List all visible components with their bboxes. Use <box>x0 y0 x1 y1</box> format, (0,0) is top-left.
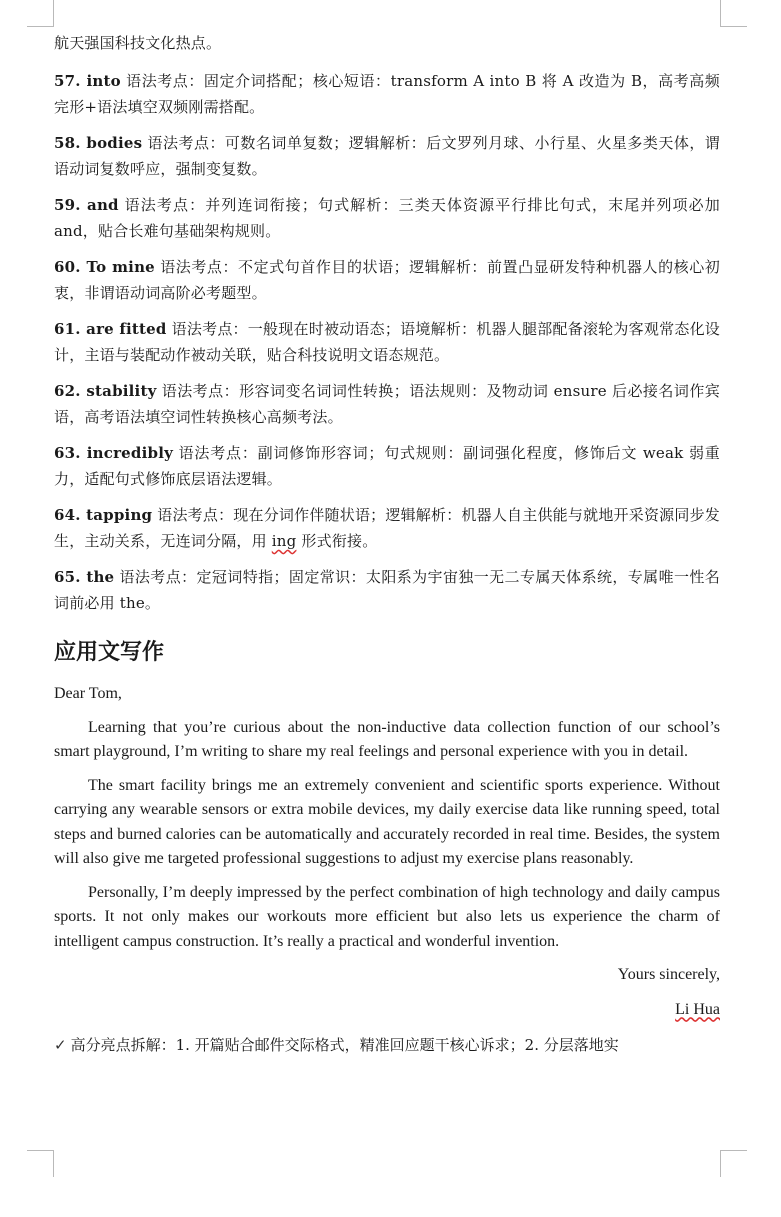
crop-mark-bottom-right <box>720 1150 747 1177</box>
answer-item-61 <box>54 316 720 368</box>
check-icon: ✓ <box>54 1036 67 1054</box>
answer-explanation: 语法考点：可数名词单复数；逻辑解析：后文罗列月球、小行星、火星多类天体，谓语动词复数呼应，强制变复数。 <box>54 134 720 178</box>
answer-explanation-end: 形式衔接。 <box>296 532 378 550</box>
section-heading: 应用文写作 <box>54 640 165 665</box>
answer-key: 64. tapping <box>54 506 153 524</box>
letter-closing: Yours sincerely, <box>617 966 720 983</box>
answer-key: 61. are fitted <box>54 320 167 338</box>
answer-explanation: 语法考点：一般现在时被动语态；语境解析：机器人腿部配备滚轮为客观常态化设计，主语与装配动作被动关联，贴合科技说明文语态规范。 <box>54 320 721 364</box>
answer-explanation: 语法考点：固定介词搭配；核心短语：transform A into B 将 A 改造为 B，高考高频完形+语法填空双频刚需搭配。 <box>54 72 720 116</box>
analysis-line <box>54 1032 720 1058</box>
spellcheck-flagged-word: ing <box>271 532 297 550</box>
crop-mark-bottom-left <box>27 1150 54 1177</box>
sample-letter <box>54 682 720 1022</box>
letter-paragraph: The smart facility brings me an extremely convenient and scientific sports experience. Without carrying any wearable sensors or extra mobile devices, my daily exercise data like running speed, total steps and burned calories can be automatically and accurately recorded in real time. Besides, the system will also give me targeted professional suggestions to adjust my exercise plans reasonably. <box>54 776 720 867</box>
intro-line: 航天强国科技文化热点。 <box>54 34 222 52</box>
answer-item-65 <box>54 564 720 616</box>
answer-key: 60. To mine <box>54 258 155 276</box>
answer-item-62 <box>54 378 720 430</box>
answer-explanation: 语法考点：形容词变名词词性转换；语法规则：及物动词 ensure 后必接名词作宾语，高考语法填空词性转换核心高频考法。 <box>54 382 720 426</box>
answer-key: 62. stability <box>54 382 157 400</box>
answer-item-64 <box>54 502 720 554</box>
answer-explanation: 语法考点：定冠词特指；固定常识：太阳系为宇宙独一无二专属天体系统，专属唯一性名词前必用 the。 <box>54 568 720 612</box>
answer-key: 63. incredibly <box>54 444 174 462</box>
answer-item-59 <box>54 192 720 244</box>
letter-signature <box>54 998 720 1023</box>
letter-paragraph: Personally, I’m deeply impressed by the perfect combination of high technology and daily campus sports. It not only makes our workouts more efficient but also lets us experience the charm of intelligent campus construction. It’s really a practical and wonderful invention. <box>54 883 720 950</box>
document-page <box>54 30 720 1058</box>
signature-text: Li Hua <box>675 1000 720 1018</box>
answer-explanation: 语法考点：现在分词作伴随状语；逻辑解析：机器人自主供能与就地开采资源同步发生，主动关系，无连词分隔，用 <box>54 506 720 550</box>
letter-greeting: Dear Tom, <box>54 685 122 702</box>
analysis-text: 高分亮点拆解：1. 开篇贴合邮件交际格式，精准回应题干核心诉求；2. 分层落地实 <box>70 1036 619 1054</box>
crop-mark-top-left <box>27 0 54 27</box>
letter-paragraph: Learning that you’re curious about the non-inductive data collection function of our school’s smart playground, I’m writing to share my real feelings and personal experience with you in detail. <box>54 718 720 760</box>
answer-explanation: 语法考点：不定式句首作目的状语；逻辑解析：前置凸显研发特种机器人的核心初衷，非谓语动词高阶必考题型。 <box>54 258 720 302</box>
answer-explanation: 语法考点：并列连词衔接；句式解析：三类天体资源平行排比句式，末尾并列项必加 and，贴合长难句基础架构规则。 <box>54 196 720 240</box>
answer-item-58 <box>54 130 720 182</box>
answer-key: 59. and <box>54 196 119 214</box>
answer-key: 58. bodies <box>54 134 143 152</box>
answer-key: 65. the <box>54 568 115 586</box>
answer-item-63 <box>54 440 720 492</box>
crop-mark-top-right <box>720 0 747 27</box>
answer-item-60 <box>54 254 720 306</box>
answer-item-57 <box>54 68 720 120</box>
answer-key: 57. into <box>54 72 121 90</box>
answer-explanation: 语法考点：副词修饰形容词；句式规则：副词强化程度，修饰后文 weak 弱重力，适配句式修饰底层语法逻辑。 <box>54 444 720 488</box>
